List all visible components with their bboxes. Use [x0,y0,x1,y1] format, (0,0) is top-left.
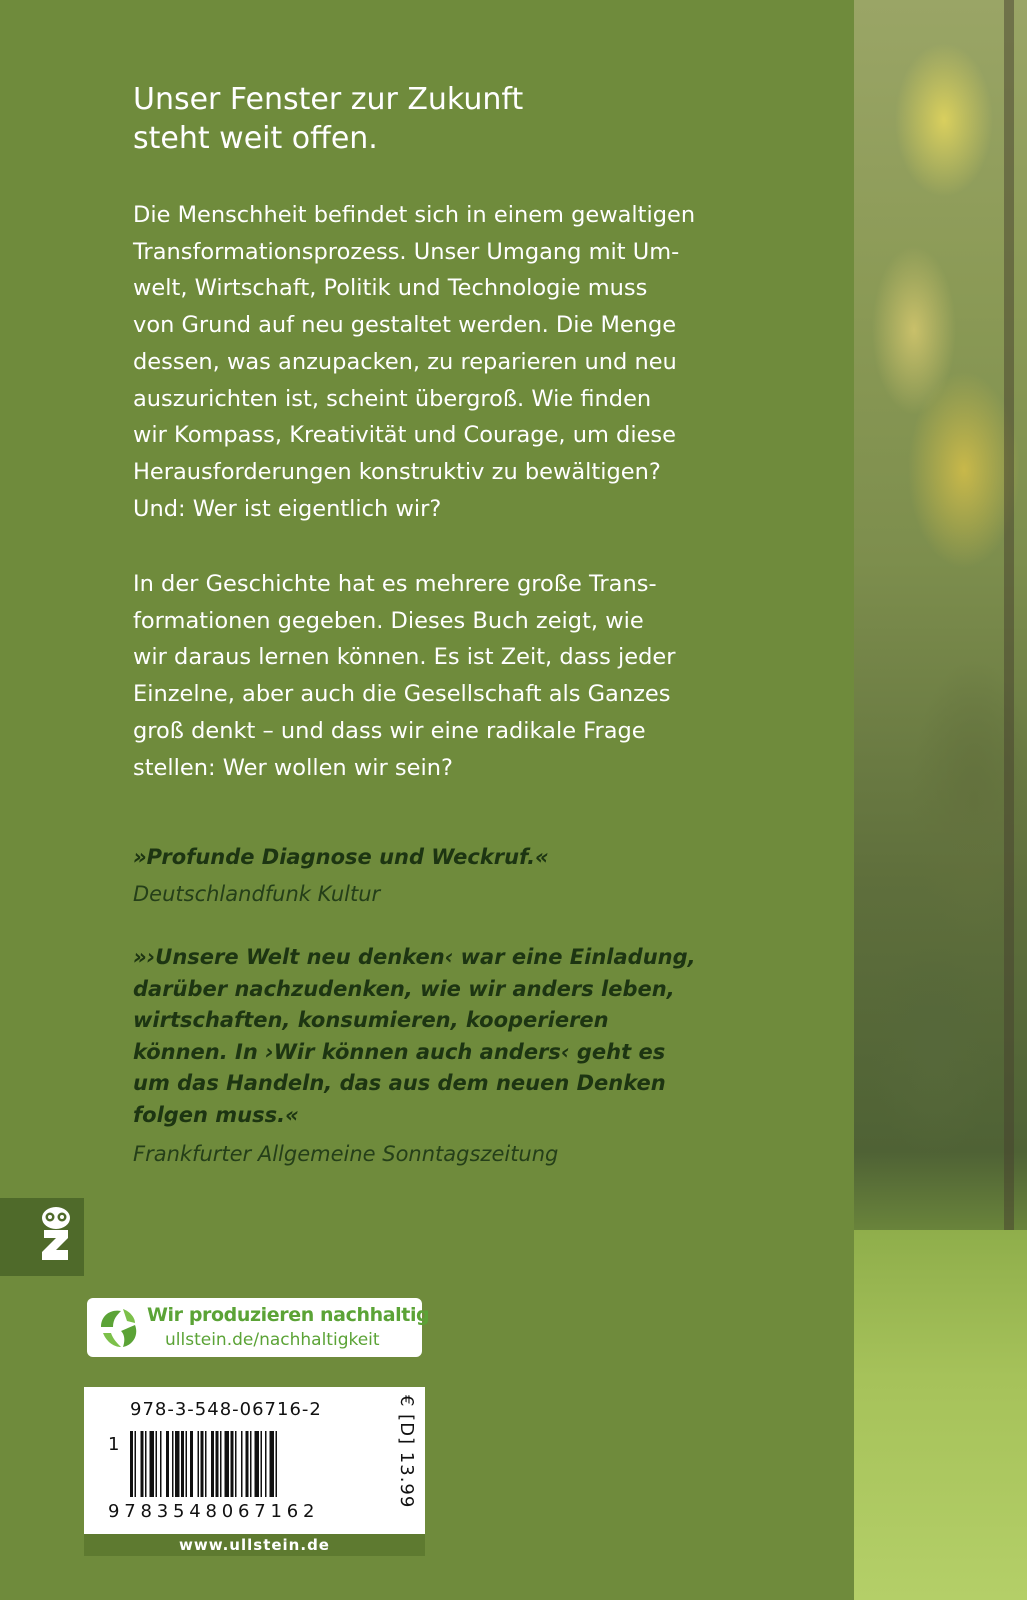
barcode-bar [172,1431,174,1497]
barcode-box [84,1387,425,1534]
barcode-bar [186,1431,188,1497]
barcode-bar [276,1431,278,1497]
barcode-bar [225,1431,230,1497]
text-line: Einzelne, aber auch die Gesellschaft als Ganzes [133,681,671,708]
press-quote-1 [133,842,753,874]
quote-line: folgen muss.« [133,1102,299,1127]
barcode-bar [211,1431,214,1497]
sustainability-title: Wir produzieren nachhaltig [147,1304,430,1326]
text-line: Transformationsprozess. Unser Umgang mit Um- [133,238,680,265]
sustainability-url: ullstein.de/nachhaltigkeit [165,1330,380,1350]
price-label [391,1395,421,1525]
headline [133,80,773,158]
text-line: von Grund auf neu gestaltet werden. Die Menge [133,312,677,339]
barcode-bar [130,1431,133,1497]
tree-trunk [1004,0,1014,1230]
cover-photo-strip [854,0,1027,1600]
barcode-bar [265,1431,267,1497]
barcode-bar [198,1431,200,1497]
text-line: Die Menschheit befindet sich in einem gewaltigen [133,202,696,228]
text-line: welt, Wirtschaft, Politik und Technologie muss [133,275,648,302]
quote-line: können. In ›Wir können auch anders‹ geht es [133,1039,666,1064]
press-quote-2 [133,942,753,1131]
grass-area [854,1230,1027,1600]
blurb-paragraph-2 [133,566,743,786]
barcode-bar [250,1431,252,1497]
barcode-bar [190,1431,193,1497]
barcode-bar [181,1431,184,1497]
barcode-bar [261,1431,263,1497]
barcode-bar [156,1431,158,1497]
barcode-digits: 9783548067162 [108,1501,320,1522]
barcode-bar [235,1431,237,1497]
headline-line: Unser Fenster zur Zukunft [133,82,524,117]
text-line: groß denkt – und dass wir eine radikale Frage [133,717,646,744]
barcode-bar [205,1431,207,1497]
publisher-website[interactable]: www.ullstein.de [84,1534,425,1556]
text-line: formationen gegeben. Dieses Buch zeigt, wie [133,607,644,634]
barcode-bar [231,1431,234,1497]
text-line: Herausforderungen konstruktiv zu bewältigen? [133,458,661,485]
ullstein-owl-logo-icon [0,1198,84,1276]
barcode-bar [220,1431,222,1497]
barcode-bars [130,1431,400,1497]
quote-line: »Profunde Diagnose und Weckruf.« [133,845,549,869]
text-line: dessen, was anzupacken, zu reparieren und neu [133,348,677,375]
barcode-bar [145,1431,147,1497]
recycling-leaves-icon [93,1303,143,1353]
text-line: wir daraus lernen können. Es ist Zeit, dass jeder [133,644,676,671]
barcode-bar [175,1431,180,1497]
barcode-bar [135,1431,137,1497]
barcode-bar [216,1431,219,1497]
quote-line: »›Unsere Welt neu denken‹ war eine Einladung, [133,945,696,969]
barcode-bar [241,1431,243,1497]
text-line: Und: Wer ist eigentlich wir? [133,495,442,522]
text-line: auszurichten ist, scheint übergroß. Wie finden [133,385,652,412]
sustainability-badge [87,1298,430,1357]
barcode-bar [246,1431,249,1497]
barcode-bar [141,1431,144,1497]
publisher-logo [0,1198,84,1276]
barcode-lead-digit: 1 [108,1434,120,1455]
press-quote-1-source: Deutschlandfunk Kultur [133,882,381,906]
barcode-bar [150,1431,155,1497]
press-quote-2-source: Frankfurter Allgemeine Sonntagszeitung [133,1142,559,1166]
headline-line: steht weit offen. [133,121,378,156]
barcode-bar [160,1431,162,1497]
blurb-paragraph-1 [133,197,743,527]
quote-line: darüber nachzudenken, wie wir anders leben, [133,976,675,1001]
quote-line: wirtschaften, konsumieren, kooperieren [133,1008,609,1032]
barcode-bar [201,1431,204,1497]
barcode-bar [166,1431,169,1497]
barcode-bar [270,1431,275,1497]
quote-line: um das Handeln, das aus dem neuen Denken [133,1071,666,1095]
isbn-number: 978-3-548-06716-2 [130,1399,322,1420]
text-line: wir Kompass, Kreativität und Courage, um diese [133,422,676,449]
barcode-bar [255,1431,260,1497]
price-text: € [D] 13.99 [396,1395,417,1509]
text-line: stellen: Wer wollen wir sein? [133,754,453,781]
text-line: In der Geschichte hat es mehrere große Trans- [133,571,657,597]
